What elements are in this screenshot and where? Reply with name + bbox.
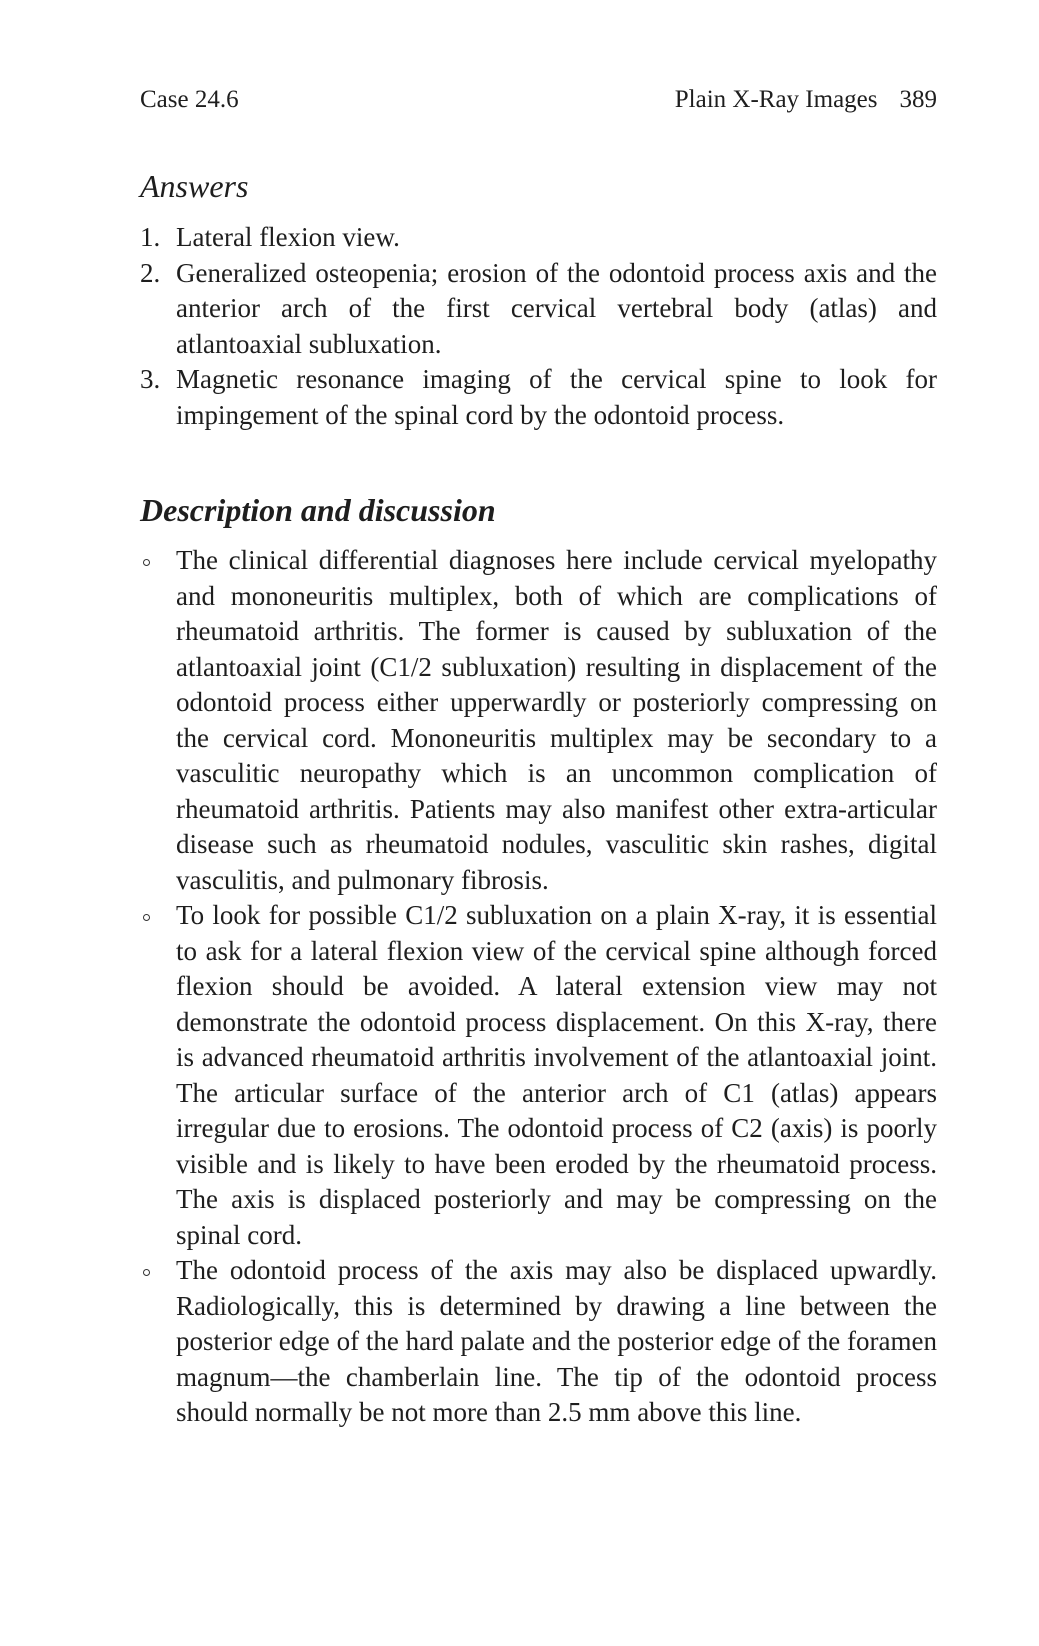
answer-text: Magnetic resonance imaging of the cervical spine to look for impingement of the spinal cord by the odontoid process.: [176, 364, 937, 430]
answer-number: 3.: [140, 364, 161, 394]
page-number: 389: [899, 86, 937, 113]
answer-text: Generalized osteopenia; erosion of the odontoid process axis and the anterior arch of the first cervical vertebral body (atlas) and atlantoaxial subluxation.: [176, 257, 937, 359]
discussion-list: [140, 543, 937, 1431]
running-title-group: [675, 84, 937, 116]
discussion-bullet-1: [140, 543, 937, 898]
answer-number: 1.: [140, 222, 161, 252]
discussion-heading: Description and discussion: [140, 492, 496, 528]
bullet-text: The odontoid process of the axis may also be displaced upwardly. Radiologically, this is determined by drawing a line between the posterior edge of the hard palate and the posterior edge of the foramen magnum—the chamberlain line. The tip of the odontoid process should normally be not more than 2.5 mm above this line.: [176, 1255, 937, 1427]
bullet-text: The clinical differential diagnoses here include cervical myelopathy and mononeuritis multiplex, both of which are complications of rheumatoid arthritis. The former is caused by subluxation of the atlantoaxial joint (C1/2 subluxation) resulting in displacement of the odontoid process either upperwardly or posteriorly compressing on the cervical cord. Mononeuritis multiplex may be secondary to a vasculitic neuropathy which is an uncommon complication of rheumatoid arthritis. Patients may also manifest other extra-articular disease such as rheumatoid nodules, vasculitic skin rashes, digital vasculitis, and pulmonary fibrosis.: [176, 545, 937, 895]
answer-text: Lateral flexion view.: [176, 222, 400, 252]
case-label: Case 24.6: [140, 86, 239, 113]
bullet-icon: [143, 559, 150, 566]
bullet-icon: [143, 914, 150, 921]
answer-item-1: [140, 220, 937, 256]
answer-number: 2.: [140, 257, 161, 288]
discussion-bullet-2: [140, 898, 937, 1253]
bullet-text: To look for possible C1/2 subluxation on a plain X-ray, it is essential to ask for a lateral flexion view of the cervical spine although forced flexion should be avoided. A lateral extension view may not demonstrate the odontoid process displacement. On this X-ray, there is advanced rheumatoid arthritis involvement of the atlantoaxial joint. The articular surface of the anterior arch of C1 (atlas) appears irregular due to erosions. The odontoid process of C2 (axis) is poorly visible and is likely to have been eroded by the rheumatoid process. The axis is displaced posteriorly and may be compressing on the spinal cord.: [176, 900, 937, 1250]
answer-item-2: [140, 256, 937, 363]
bullet-icon: [143, 1269, 150, 1276]
answers-list: [140, 220, 937, 433]
discussion-bullet-3: [140, 1253, 937, 1431]
running-head: [140, 84, 937, 116]
answers-heading: Answers: [140, 168, 249, 204]
chapter-title: Plain X-Ray Images: [674, 86, 878, 113]
answer-item-3: [140, 362, 937, 433]
